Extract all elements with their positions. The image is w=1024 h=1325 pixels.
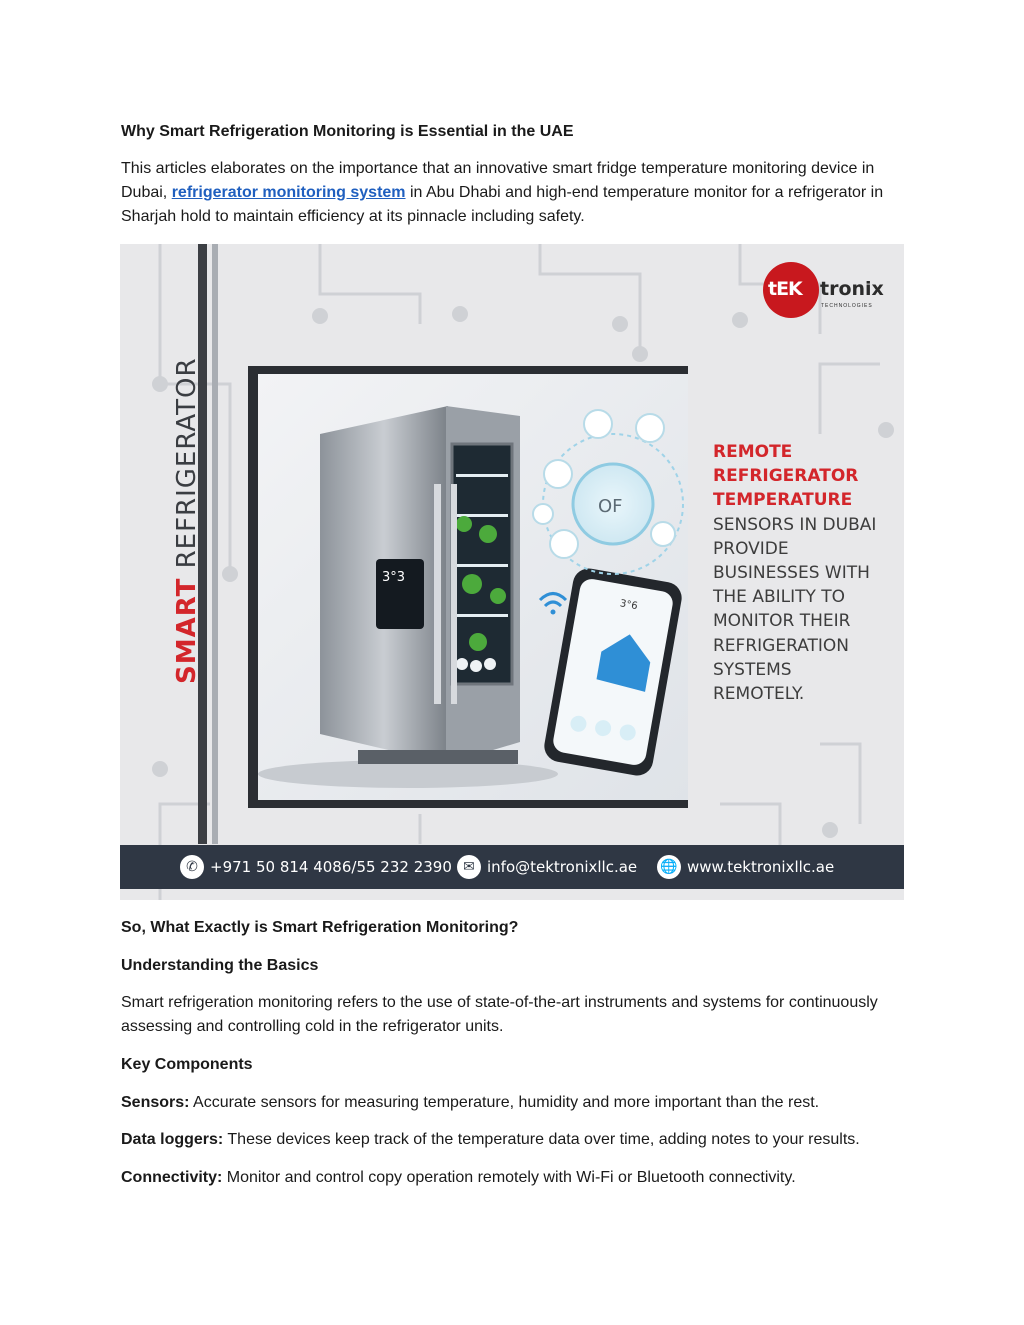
component-term: Data loggers: bbox=[121, 1131, 224, 1148]
promo-banner bbox=[120, 244, 904, 900]
intro-text-after: in Abu Dhabi and high-end temperature monitor for a refrigerator in Sharjah hold to maintain efficiency at its pinnacle including safety. bbox=[121, 184, 884, 225]
headline-line-10: SYSTEMS bbox=[713, 659, 792, 680]
component-sensors bbox=[121, 1091, 911, 1115]
contact-website bbox=[657, 855, 834, 879]
refrigerator-monitoring-link[interactable]: refrigerator monitoring system bbox=[171, 184, 406, 201]
globe-icon: 🌐 bbox=[657, 855, 681, 879]
tektronix-logo bbox=[763, 260, 888, 320]
component-connectivity bbox=[121, 1166, 911, 1190]
headline-line-9: REFRIGERATION bbox=[713, 635, 849, 656]
component-data-loggers bbox=[121, 1128, 911, 1152]
product-photo bbox=[258, 374, 688, 800]
vertical-bar-light bbox=[212, 244, 218, 844]
headline-accent-2: REFRIGERATOR bbox=[713, 466, 859, 487]
logo-accent-text: tEK bbox=[768, 278, 802, 300]
subheading-basics: Understanding the Basics bbox=[121, 957, 319, 974]
fridge-display-value: 3°3 bbox=[382, 570, 406, 585]
headline-line-7: THE ABILITY TO bbox=[713, 587, 846, 608]
headline-line-11: REMOTELY. bbox=[713, 684, 805, 705]
banner-headline bbox=[713, 440, 903, 706]
wifi-icon bbox=[540, 594, 566, 607]
headline-accent-3: TEMPERATURE bbox=[713, 490, 853, 511]
headline-line-6: BUSINESSES WITH bbox=[713, 563, 870, 584]
email-icon: ✉ bbox=[457, 855, 481, 879]
contact-email-text: info@tektronixllc.ae bbox=[487, 858, 638, 876]
contact-website-text: www.tektronixllc.ae bbox=[687, 858, 835, 876]
contact-email bbox=[457, 855, 637, 879]
phone-display-value: 3°6 bbox=[619, 598, 639, 613]
logo-rest-text: tronix bbox=[820, 278, 884, 300]
component-text: Accurate sensors for measuring temperature, humidity and more important than the rest. bbox=[189, 1094, 820, 1111]
component-term: Sensors: bbox=[121, 1094, 190, 1111]
contact-phone bbox=[180, 855, 452, 879]
component-term: Connectivity: bbox=[121, 1169, 223, 1186]
headline-accent-1: REMOTE bbox=[713, 442, 793, 462]
fridge-and-phone-illustration bbox=[258, 374, 688, 800]
side-text-rest: REFRIGERATOR bbox=[172, 357, 202, 578]
subheading-components: Key Components bbox=[121, 1056, 253, 1073]
headline-line-4: SENSORS IN DUBAI bbox=[713, 514, 877, 535]
basics-paragraph: Smart refrigeration monitoring refers to the use of state-of-the-art instruments and systems for continuously assessing and controlling cold in the refrigerator units. bbox=[121, 994, 878, 1035]
hub-label: OF bbox=[598, 496, 623, 517]
component-text: Monitor and control copy operation remotely with Wi-Fi or Bluetooth connectivity. bbox=[222, 1169, 796, 1186]
phone-icon: ✆ bbox=[180, 855, 204, 879]
headline-line-5: PROVIDE bbox=[713, 538, 789, 559]
side-text-accent: SMART bbox=[172, 577, 202, 684]
headline-line-8: MONITOR THEIR bbox=[713, 611, 851, 632]
contact-bar bbox=[120, 845, 904, 889]
section-heading: So, What Exactly is Smart Refrigeration Monitoring? bbox=[121, 919, 519, 936]
document-title: Why Smart Refrigeration Monitoring is Essential in the UAE bbox=[121, 123, 574, 140]
contact-phone-text: +971 50 814 4086/55 232 2390 bbox=[210, 858, 452, 876]
logo-subtitle: TECHNOLOGIES bbox=[821, 303, 873, 309]
intro-text-before: This articles elaborates on the importance that an innovative smart fridge temperature monitoring device in Dubai, bbox=[121, 160, 875, 201]
intro-paragraph bbox=[121, 157, 911, 229]
component-text: These devices keep track of the temperature data over time, adding notes to your results. bbox=[223, 1131, 860, 1148]
